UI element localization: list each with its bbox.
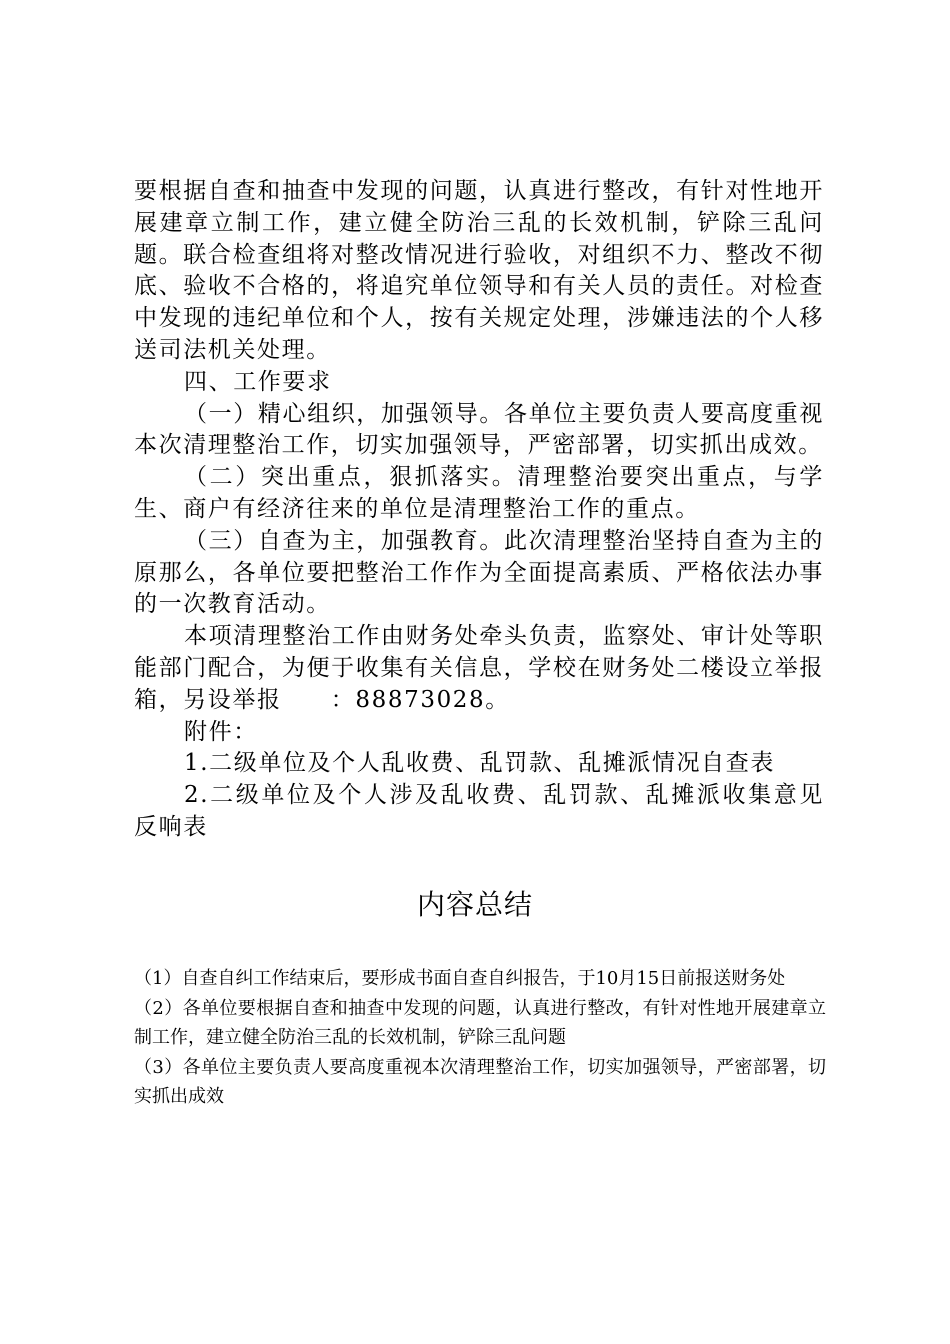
paragraph-requirement-3: （三）自查为主，加强教育。此次清理整治坚持自查为主的原那么，各单位要把整治工作作为全面提高素质、严格依法办事的一次教育活动。 [134, 527, 824, 618]
summary-list [134, 964, 826, 1112]
paragraph-report-hotline: 本项清理整治工作由财务处牵头负责，监察处、审计处等职能部门配合，为便于收集有关信息，学校在财务处二楼设立举报箱，另设举报 ：88873028。 [134, 623, 824, 713]
summary-title: 内容总结 [416, 888, 533, 921]
attachment-item-1: 1.二级单位及个人乱收费、乱罚款、乱摊派情况自查表 [184, 750, 775, 777]
section-heading-work-requirements: 四、工作要求 [184, 368, 332, 395]
attachments-label: 附件： [184, 718, 258, 745]
summary-item: （1）自查自纠工作结束后，要形成书面自查自纠报告，于10月15日前报送财务处 [134, 968, 786, 989]
paragraph-requirement-1: （一）精心组织，加强领导。各单位主要负责人要高度重视本次清理整治工作，切实加强领导，严密部署，切实抓出成效。 [134, 400, 824, 459]
summary-item: （3）各单位主要负责人要高度重视本次清理整治工作，切实加强领导，严密部署，切实抓出成效 [134, 1056, 826, 1107]
paragraph-rectification: 要根据自查和抽查中发现的问题，认真进行整改，有针对性地开展建章立制工作，建立健全防治三乱的长效机制，铲除三乱问题。联合检查组将对整改情况进行验收，对组织不力、整改不彻底、验收不合格的，将追究单位领导和有关人员的责任。对检查中发现的违纪单位和个人，按有关规定处理，涉嫌违法的个人移送司法机关处理。 [134, 178, 824, 363]
attachment-item-2: 2.二级单位及个人涉及乱收费、乱罚款、乱摊派收集意见反响表 [134, 782, 824, 840]
document-body [134, 176, 824, 844]
summary-item: （2）各单位要根据自查和抽查中发现的问题，认真进行整改，有针对性地开展建章立制工作，建立健全防治三乱的长效机制，铲除三乱问题 [134, 997, 826, 1048]
paragraph-requirement-2: （二）突出重点，狠抓落实。清理整治要突出重点，与学生、商户有经济往来的单位是清理整治工作的重点。 [134, 464, 824, 522]
